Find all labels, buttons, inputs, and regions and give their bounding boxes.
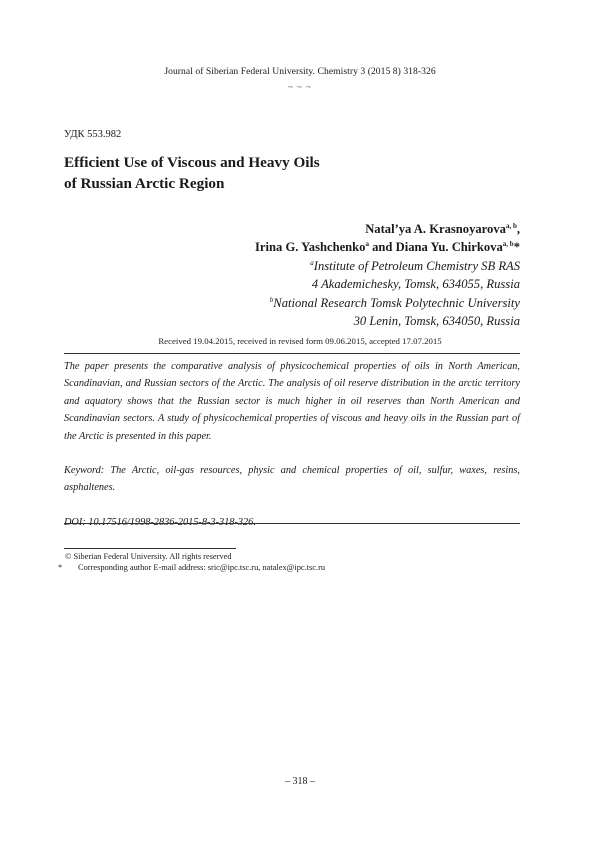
corresponding-footnote-mark: *: [58, 563, 63, 573]
author-connector: and: [368, 240, 396, 255]
abstract-spacer: [64, 445, 520, 462]
author-1: Natal’ya A. Krasnoyarova: [365, 222, 506, 236]
abstract-text: The paper presents the comparative analysis of physicochemical properties of oils in North American, Scandinavian, and Russian sectors of the Arctic. The analysis of oil reserve distribution in the arctic territory and aquatory shows that the Russian sector is much higher in oil reserves than North American and Scandinavian sectors. A study of physicochemical properties of viscous and heavy oils in the Russian part of the Arctic is presented in this paper.: [64, 361, 520, 442]
author-row-2: [255, 238, 520, 256]
corresponding-footnote: [58, 562, 326, 573]
affiliation-a-line-2: 4 Akademichesky, Tomsk, 634055, Russia: [311, 277, 520, 292]
udk-code: УДК 553.982: [64, 129, 122, 140]
affiliation-b-name: National Research Tomsk Polytechnic University: [273, 295, 520, 310]
authors-block: [255, 220, 520, 330]
affiliation-a-mark: a: [310, 258, 314, 267]
author-1-affiliation-mark: a, b: [505, 222, 517, 230]
author-3: Diana Yu. Chirkova: [395, 240, 503, 255]
title-line-1: Efficient Use of Viscous and Heavy Oils: [64, 154, 320, 171]
author-3-affiliation-mark: a, b: [502, 240, 514, 249]
abstract-top-rule: [64, 353, 520, 354]
affiliation-a-line-1: [255, 257, 520, 275]
corresponding-mark: *: [513, 240, 520, 255]
received-dates: Received 19.04.2015, received in revised form 09.06.2015, accepted 17.07.2015: [158, 336, 442, 346]
affiliation-b-mark: b: [269, 295, 274, 304]
keywords-spacer: [64, 497, 520, 514]
keywords-text: Keyword: The Arctic, oil-gas resources, physic and chemical properties of oil, sulfur, waxes, resins, asphaltenes.: [64, 465, 520, 494]
title-line-2: of Russian Arctic Region: [64, 175, 225, 192]
page-number: – 318 –: [285, 776, 315, 787]
author-2: Irina G. Yashchenko: [255, 240, 366, 255]
affiliation-b-line-1: [255, 294, 520, 312]
footnotes-block: [58, 551, 326, 573]
doi-text: DOI: 10.17516/1998-2836-2015-8-3-318-326.: [64, 516, 256, 528]
copyright-footnote: © Siberian Federal University. All rights reserved: [65, 552, 232, 561]
author-2-affiliation-mark: a: [365, 240, 369, 249]
affiliation-b-line-2: 30 Lenin, Tomsk, 634050, Russia: [353, 314, 520, 329]
footnote-rule: [64, 548, 236, 549]
abstract-block: [64, 358, 520, 531]
author-row-1: [255, 220, 520, 238]
header-ornament: ~ ~ ~: [287, 82, 313, 92]
author-1-separator: ,: [516, 222, 520, 236]
corresponding-footnote-text: Corresponding author E-mail address: sric@ipc.tsc.ru, natalex@ipc.tsc.ru: [78, 563, 326, 573]
abstract-bottom-rule: [64, 523, 520, 524]
affiliation-a-name: Institute of Petroleum Chemistry SB RAS: [313, 258, 520, 273]
journal-header: Journal of Siberian Federal University. Chemistry 3 (2015 8) 318-326: [164, 66, 436, 77]
paper-title: [64, 152, 524, 194]
